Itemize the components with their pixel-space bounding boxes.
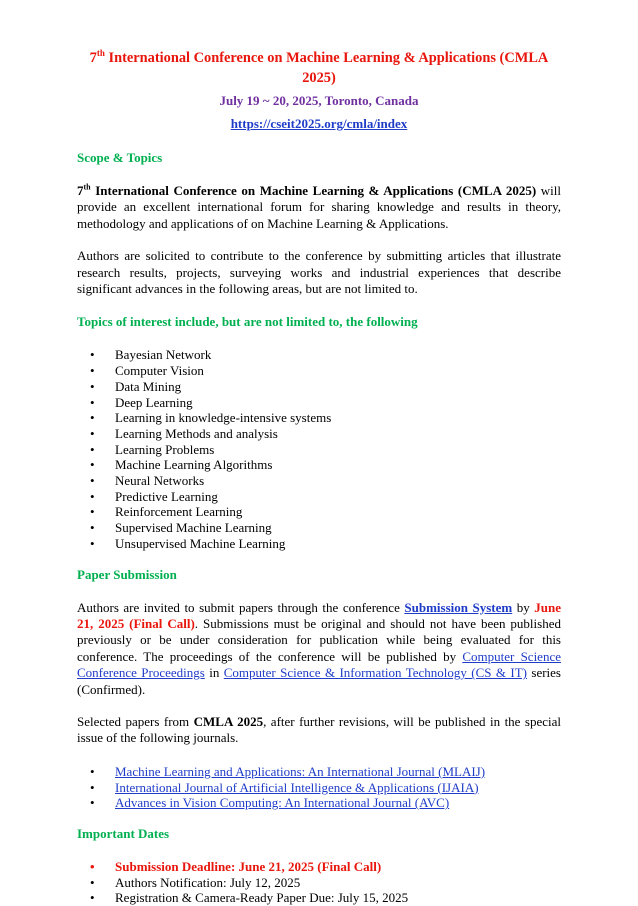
scope-number: 7 xyxy=(77,183,84,198)
submission-text-4: in xyxy=(204,665,224,681)
conference-title xyxy=(77,48,561,88)
scope-heading: Scope & Topics xyxy=(77,150,163,165)
journals-intro xyxy=(77,714,561,747)
list-item: • Learning Methods and analysis xyxy=(115,426,561,442)
submission-paragraph xyxy=(77,600,561,698)
journal-link-avc[interactable]: Advances in Vision Computing: An International Journal (AVC) xyxy=(115,795,450,811)
submission-text-2: by xyxy=(512,599,535,615)
submission-text-1: Authors are invited to submit papers through the conference xyxy=(77,599,405,615)
journal-link-mlaij[interactable]: Machine Learning and Applications: An International Journal (MLAIJ) xyxy=(115,763,486,779)
scope-paragraph-2: Authors are solicited to contribute to the conference by submitting articles that illustrate research results, projects, surveying works and industrial experiences that describe significant advances in the following areas, but are not limited to. xyxy=(77,248,561,297)
list-item xyxy=(115,780,561,796)
scope-superscript: th xyxy=(83,182,91,192)
submission-heading: Paper Submission xyxy=(77,566,177,582)
list-item: • Unsupervised Machine Learning xyxy=(115,536,561,552)
list-item: • Reinforcement Learning xyxy=(115,504,561,520)
list-item xyxy=(115,795,561,811)
list-item: • Supervised Machine Learning xyxy=(115,520,561,536)
title-text: International Conference on Machine Learning & Applications (CMLA 2025) xyxy=(104,50,549,86)
journals-list xyxy=(77,764,561,811)
list-item: • Learning Problems xyxy=(115,442,561,458)
dates-heading: Important Dates xyxy=(77,825,170,841)
list-item: • Machine Learning Algorithms xyxy=(115,457,561,473)
date-notification: • Authors Notification: July 12, 2025 xyxy=(115,875,561,891)
journals-intro-text-1: Selected papers from xyxy=(77,714,194,730)
date-location: July 19 ~ 20, 2025, Toronto, Canada xyxy=(219,93,419,108)
submission-system-link[interactable]: Submission System xyxy=(404,599,513,615)
submission-deadline-text: June 21, 2025 (Final Call) xyxy=(77,599,562,631)
list-item: • Learning in knowledge-intensive systems xyxy=(115,410,561,426)
journal-link-ijaia[interactable]: International Journal of Artificial Intelligence & Applications (IJAIA) xyxy=(115,779,479,795)
date-submission-deadline: • Submission Deadline: June 21, 2025 (Final Call) xyxy=(115,859,561,875)
scope-conference-name: International Conference on Machine Learning & Applications (CMLA 2025) xyxy=(90,183,537,198)
list-item xyxy=(115,764,561,780)
scope-paragraph-1 xyxy=(77,183,561,232)
date-registration: • Registration & Camera-Ready Paper Due: July 15, 2025 xyxy=(115,890,561,906)
title-number: 7 xyxy=(89,50,97,66)
journals-intro-bold: CMLA 2025 xyxy=(193,714,264,730)
scope-text: will provide an excellent international forum for sharing knowledge and results in theory, methodology and applications of on Machine Learning & Applications. xyxy=(77,183,561,231)
proceedings-link[interactable]: Computer Science Conference Proceedings xyxy=(77,648,561,681)
submission-text-3: . Submissions must be original and should not have been published previously or be under consideration for publication while being evaluated for this conference. The proceedings of the conference will be published by xyxy=(77,615,561,664)
list-item: • Neural Networks xyxy=(115,473,561,489)
list-item: • Computer Vision xyxy=(115,363,561,379)
journals-intro-text-2: , after further revisions, will be published in the special issue of the following journals. xyxy=(77,714,562,746)
list-item: • Bayesian Network xyxy=(115,347,561,363)
conference-url-link[interactable]: https://cseit2025.org/cmla/index xyxy=(230,116,408,131)
submission-text-5: series (Confirmed). xyxy=(77,665,561,697)
list-item: • Deep Learning xyxy=(115,395,561,411)
topics-list xyxy=(77,347,561,551)
list-item: • Data Mining xyxy=(115,379,561,395)
title-superscript: th xyxy=(96,48,105,59)
csit-link[interactable]: Computer Science & Information Technology (CS & IT) xyxy=(223,665,527,681)
topics-heading: Topics of interest include, but are not limited to, the following xyxy=(77,314,418,330)
dates-list xyxy=(77,859,561,906)
list-item: • Predictive Learning xyxy=(115,489,561,505)
